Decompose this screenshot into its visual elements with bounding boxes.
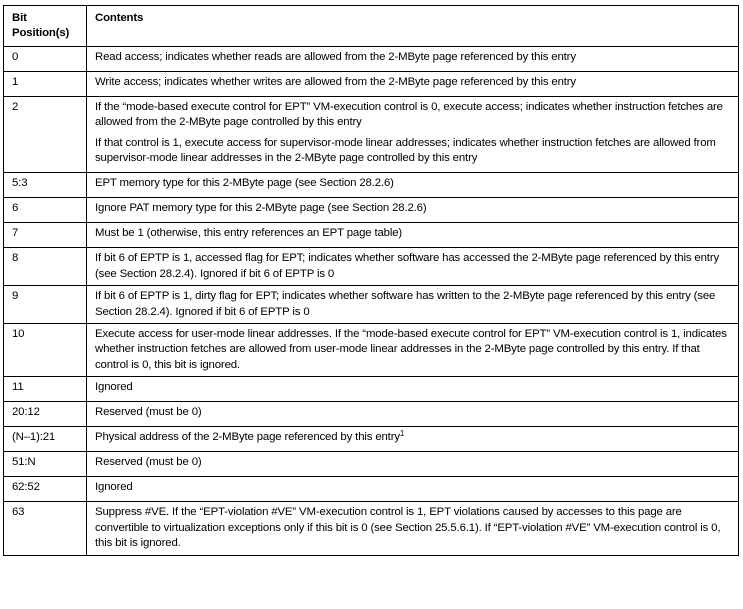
table-header-row bbox=[4, 6, 739, 47]
contents-text: Ignored bbox=[95, 481, 133, 494]
contents-cell bbox=[87, 502, 739, 555]
contents-text: If bit 6 of EPTP is 1, dirty flag for EPT; indicates whether software has written to the 2-MByte page referenced by this entry (see Section 28.2.4). Ignored if bit 6 of EPTP is 0 bbox=[95, 290, 716, 318]
contents-text: Ignored bbox=[95, 381, 133, 394]
bit-position-cell: 62:52 bbox=[4, 477, 87, 502]
bit-position-cell: 9 bbox=[4, 286, 87, 324]
bit-position-cell: 5:3 bbox=[4, 173, 87, 198]
table-row bbox=[4, 248, 739, 286]
contents-cell bbox=[87, 223, 739, 248]
bit-position-cell: 2 bbox=[4, 96, 87, 173]
contents-text: Execute access for user-mode linear addresses. If the “mode-based execute control for EPT” VM-execution control is 1, indicates whether instruction fetches are allowed from user-mode linear addresses in the 2-MByte page controlled by this entry. If that control is 0, this bit is ignored. bbox=[95, 328, 727, 371]
table-row bbox=[4, 173, 739, 198]
contents-cell bbox=[87, 452, 739, 477]
contents-cell bbox=[87, 377, 739, 402]
header-contents: Contents bbox=[87, 6, 739, 47]
bit-position-cell: 8 bbox=[4, 248, 87, 286]
contents-text: Suppress #VE. If the “EPT-violation #VE” VM-execution control is 1, EPT violations caused by accesses to this page are convertible to virtualization exceptions only if this bit is 0 (see Section 25.5.6.1). If “EPT-violation #VE” VM-execution control is 0, this bit is ignored. bbox=[95, 506, 721, 550]
table-row bbox=[4, 96, 739, 173]
header-bit-position: Bit Position(s) bbox=[4, 6, 87, 47]
contents-text: Ignore PAT memory type for this 2-MByte page (see Section 28.2.6) bbox=[95, 202, 427, 215]
bit-position-cell: (N–1):21 bbox=[4, 427, 87, 452]
table-row bbox=[4, 324, 739, 377]
contents-cell bbox=[87, 402, 739, 427]
bit-position-cell: 10 bbox=[4, 324, 87, 377]
contents-cell bbox=[87, 324, 739, 377]
contents-text: EPT memory type for this 2-MByte page (see Section 28.2.6) bbox=[95, 177, 394, 190]
bit-position-cell: 11 bbox=[4, 377, 87, 402]
table-row bbox=[4, 402, 739, 427]
contents-text: If that control is 1, execute access for supervisor-mode linear addresses; indicates whether instruction fetches are allowed from supervisor-mode linear addresses in the 2-MByte page controlled by this entry bbox=[95, 136, 716, 165]
table-row bbox=[4, 46, 739, 71]
bit-position-cell: 0 bbox=[4, 46, 87, 71]
contents-cell bbox=[87, 96, 739, 173]
ept-2mb-page-entry-table bbox=[3, 5, 739, 556]
bit-position-cell: 51:N bbox=[4, 452, 87, 477]
contents-cell bbox=[87, 427, 739, 452]
contents-text: Write access; indicates whether writes are allowed from the 2-MByte page referenced by this entry bbox=[95, 75, 576, 88]
contents-text: Reserved (must be 0) bbox=[95, 406, 202, 419]
contents-text: Must be 1 (otherwise, this entry references an EPT page table) bbox=[95, 227, 403, 240]
contents-cell bbox=[87, 198, 739, 223]
contents-text-body: Physical address of the 2-MByte page referenced by this entry bbox=[95, 431, 400, 444]
bit-position-cell: 7 bbox=[4, 223, 87, 248]
table-row bbox=[4, 198, 739, 223]
table-row bbox=[4, 377, 739, 402]
table-row bbox=[4, 427, 739, 452]
contents-cell bbox=[87, 286, 739, 324]
bit-position-cell: 6 bbox=[4, 198, 87, 223]
table-row bbox=[4, 71, 739, 96]
contents-cell bbox=[87, 248, 739, 286]
contents-cell bbox=[87, 173, 739, 198]
contents-cell bbox=[87, 46, 739, 71]
contents-text: Read access; indicates whether reads are allowed from the 2-MByte page referenced by this entry bbox=[95, 50, 576, 63]
table-row bbox=[4, 452, 739, 477]
contents-cell bbox=[87, 477, 739, 502]
footnote-marker: 1 bbox=[399, 429, 405, 439]
table-row bbox=[4, 286, 739, 324]
contents-text: If bit 6 of EPTP is 1, accessed flag for EPT; indicates whether software has accessed the 2-MByte page referenced by this entry (see Section 28.2.4). Ignored if bit 6 of EPTP is 0 bbox=[95, 252, 720, 280]
contents-text bbox=[95, 430, 731, 445]
bit-position-cell: 20:12 bbox=[4, 402, 87, 427]
table-row bbox=[4, 477, 739, 502]
bit-position-cell: 1 bbox=[4, 71, 87, 96]
contents-text: Reserved (must be 0) bbox=[95, 456, 202, 469]
table-row bbox=[4, 502, 739, 555]
bit-position-cell: 63 bbox=[4, 502, 87, 555]
contents-text: If the “mode-based execute control for EPT” VM-execution control is 0, execute access; indicates whether instruction fetches are allowed from the 2-MByte page controlled by this entry bbox=[95, 100, 723, 129]
contents-cell bbox=[87, 71, 739, 96]
table-row bbox=[4, 223, 739, 248]
